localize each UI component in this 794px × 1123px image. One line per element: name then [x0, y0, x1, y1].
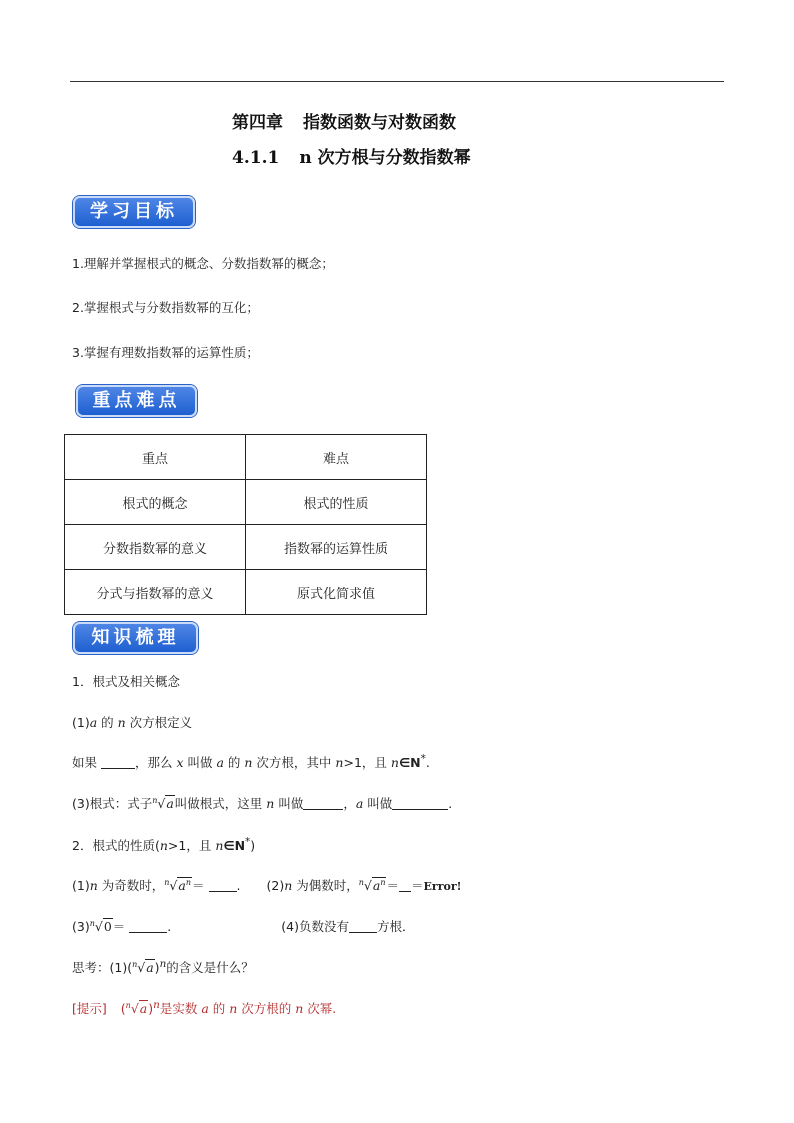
radical-property-line: (1)n 为奇数时，$^n√a^n=$ . (2)n 为偶数时，$^n√a^n=$ ＝Error! — [72, 877, 462, 893]
section-1-heading: 1．根式及相关概念 — [72, 674, 180, 689]
nth-root-a: $^n$√a — [132, 960, 154, 976]
section-number: 4.1.1 — [232, 148, 280, 168]
answer-blank — [303, 809, 343, 810]
answer-blank — [101, 768, 135, 769]
table-row — [65, 435, 427, 480]
knowledge-badge: 知识梳理 — [73, 622, 198, 654]
radical-definition-line: (3)根式：式子$^n$√a叫做根式，这里 n 叫做 ，a 叫做 . — [72, 795, 453, 811]
definition-condition-line: 如果 ，那么 x 叫做 a 的 n 次方根，其中 n>1，且 n∈N*. — [72, 753, 430, 771]
table-cell: 原式化简求值 — [246, 570, 427, 615]
table-cell: 根式的概念 — [65, 480, 246, 525]
table-row — [65, 525, 427, 570]
table-cell: 分式与指数幂的意义 — [65, 570, 246, 615]
nth-root-a: $^n$√a — [152, 795, 174, 811]
top-rule — [70, 81, 724, 82]
objectives-badge: 学习目标 — [73, 196, 195, 228]
table-cell: 指数幂的运算性质 — [246, 525, 427, 570]
key-points-badge: 重点难点 — [76, 385, 197, 417]
table-cell: 根式的性质 — [246, 480, 427, 525]
chapter-title — [232, 108, 456, 133]
objective-item: 3.掌握有理数指数幂的运算性质； — [72, 345, 259, 360]
thinking-question: 思考：$(1)(^n√a)^n$的含义是什么？ — [72, 958, 254, 976]
nth-root-a: $^n$√a — [125, 1001, 148, 1017]
answer-blank — [349, 932, 377, 933]
chapter-name: 指数函数与对数函数 — [303, 113, 456, 133]
answer-blank — [129, 932, 167, 933]
table-cell: 分数指数幂的意义 — [65, 525, 246, 570]
hint-line: [提示] $(^n√a)^n$是实数 a 的 n 次方根的 n 次幂. — [72, 999, 337, 1017]
definition-line: (1)a 的 n 次方根定义 — [72, 715, 193, 730]
objective-item: 1.理解并掌握根式的概念、分数指数幂的概念； — [72, 256, 334, 271]
nth-root-a-n: $^n√a^n$ — [358, 877, 386, 893]
section-2-heading: 2．根式的性质(n>1，且 n∈N*) — [72, 836, 256, 854]
answer-blank — [392, 809, 448, 810]
section-name: n 次方根与分数指数幂 — [299, 148, 471, 168]
radical-zero-line: $(3)^n√0=$ . (4)负数没有 方根． — [72, 918, 415, 934]
table-header-cell: 难点 — [246, 435, 427, 480]
nth-root-a-n: $^n√a^n$ — [164, 877, 191, 893]
answer-blank — [399, 891, 411, 892]
section-title — [232, 143, 471, 168]
table-header-cell: 重点 — [65, 435, 246, 480]
key-points-table — [64, 434, 427, 615]
answer-blank — [209, 891, 237, 892]
table-row — [65, 480, 427, 525]
hint-label: [提示] — [72, 1001, 107, 1017]
error-text: Error! — [423, 880, 462, 893]
nth-root-zero: $^n$√0 — [89, 918, 112, 934]
table-row — [65, 570, 427, 615]
objective-item: 2.掌握根式与分数指数幂的互化； — [72, 300, 259, 315]
chapter-label: 第四章 — [232, 113, 283, 133]
